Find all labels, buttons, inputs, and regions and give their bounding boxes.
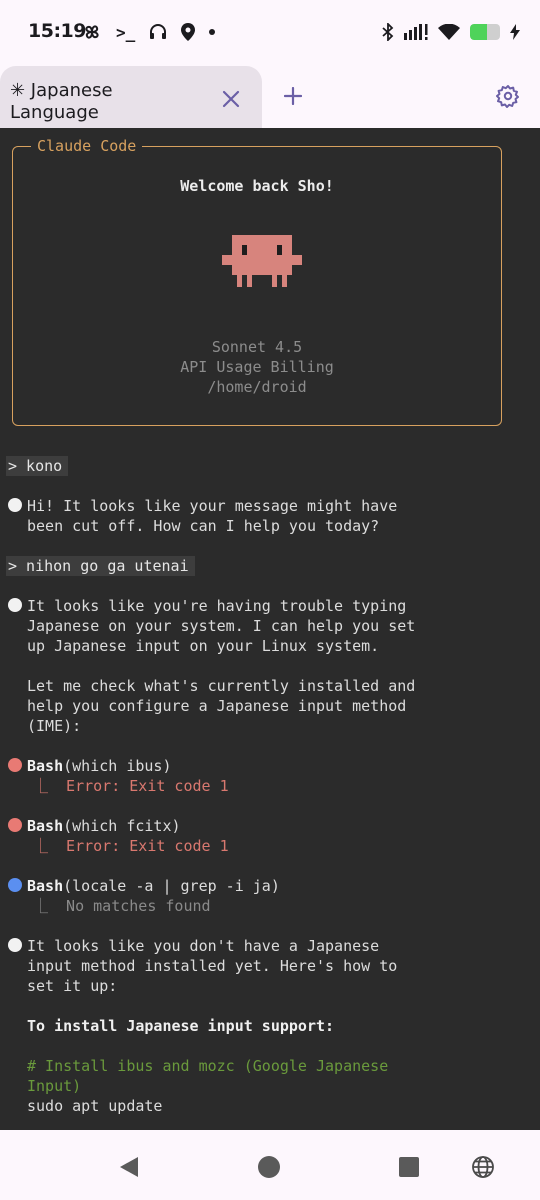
recents-icon[interactable]: [394, 1152, 424, 1182]
tool-result: ⎿ Error: Exit code 1: [33, 777, 229, 795]
message-bullet-icon: [8, 938, 22, 952]
tool-result: ⎿ No matches found: [33, 897, 211, 915]
assistant-message-line: Japanese on your system. I can help you set: [27, 617, 416, 635]
battery-icon: [470, 24, 500, 40]
plus-icon[interactable]: [278, 81, 308, 111]
assistant-message-line: It looks like you don't have a Japanese: [27, 937, 380, 955]
terminal-view[interactable]: [0, 128, 540, 1130]
tool-args: (which fcitx): [63, 817, 181, 835]
assistant-message-line: Hi! It looks like your message might have: [27, 497, 398, 515]
tool-result: ⎿ Error: Exit code 1: [33, 837, 229, 855]
tool-args: (locale -a | grep -i ja): [63, 877, 280, 895]
tab-title: ✳ Japanese Language: [10, 80, 113, 123]
home-icon[interactable]: [254, 1152, 284, 1182]
globe-icon[interactable]: [468, 1152, 498, 1182]
status-icons-right: [382, 20, 520, 44]
tab-bar: [0, 64, 540, 128]
tool-name: Bash: [27, 817, 64, 835]
welcome-greeting: Welcome back Sho!: [180, 177, 334, 195]
message-bullet-icon: [8, 598, 22, 612]
code-comment: Input): [27, 1077, 82, 1095]
billing-type: API Usage Billing: [180, 358, 334, 376]
bluetooth-icon: [382, 23, 394, 41]
error-bullet-icon: [8, 818, 22, 832]
user-prompt: > nihon go ga utenai: [6, 556, 195, 576]
tool-call: [27, 876, 280, 896]
terminal-icon: >_: [116, 22, 136, 42]
pinwheel-icon: [82, 22, 102, 42]
tool-call: [27, 756, 172, 776]
assistant-message-line: Let me check what's currently installed and: [27, 677, 416, 695]
close-icon[interactable]: [216, 84, 246, 114]
code-comment: # Install ibus and mozc (Google Japanese: [27, 1057, 389, 1075]
tool-name: Bash: [27, 877, 64, 895]
notification-dot: [209, 29, 215, 35]
welcome-box-label: Claude Code: [31, 136, 142, 156]
info-bullet-icon: [8, 878, 22, 892]
assistant-message-line: It looks like you're having trouble typing: [27, 597, 407, 615]
location-icon: [181, 23, 195, 41]
signal-icon: [404, 24, 428, 40]
assistant-message-line: been cut off. How can I help you today?: [27, 517, 380, 535]
back-icon[interactable]: [114, 1152, 144, 1182]
error-bullet-icon: [8, 758, 22, 772]
status-icons-left: [82, 20, 215, 44]
status-bar: [0, 0, 540, 64]
assistant-message-line: (IME):: [27, 717, 82, 735]
tool-args: (which ibus): [63, 757, 172, 775]
assistant-message-line: up Japanese input on your Linux system.: [27, 637, 380, 655]
user-prompt: > kono: [6, 456, 68, 476]
assistant-message-line: set it up:: [27, 977, 118, 995]
tool-call: [27, 816, 181, 836]
gear-icon[interactable]: [493, 81, 523, 111]
model-name: Sonnet 4.5: [211, 338, 303, 356]
tool-name: Bash: [27, 757, 64, 775]
welcome-box: [12, 137, 502, 426]
section-heading: To install Japanese input support:: [27, 1017, 335, 1035]
session-info: [13, 337, 501, 397]
message-bullet-icon: [8, 498, 22, 512]
assistant-message-line: input method installed yet. Here's how to: [27, 957, 398, 975]
assistant-message-line: help you configure a Japanese input method: [27, 697, 407, 715]
charging-icon: [510, 24, 520, 40]
wifi-icon: [438, 24, 460, 40]
battery-level: [470, 24, 487, 40]
navigation-bar: [0, 1130, 540, 1200]
headphones-icon: [149, 23, 167, 41]
status-time: 15:19: [28, 20, 86, 42]
code-command: sudo apt update: [27, 1097, 163, 1115]
working-directory: /home/droid: [207, 378, 307, 396]
tab-japanese-language[interactable]: [0, 66, 262, 128]
claude-mascot-icon: [222, 235, 302, 287]
